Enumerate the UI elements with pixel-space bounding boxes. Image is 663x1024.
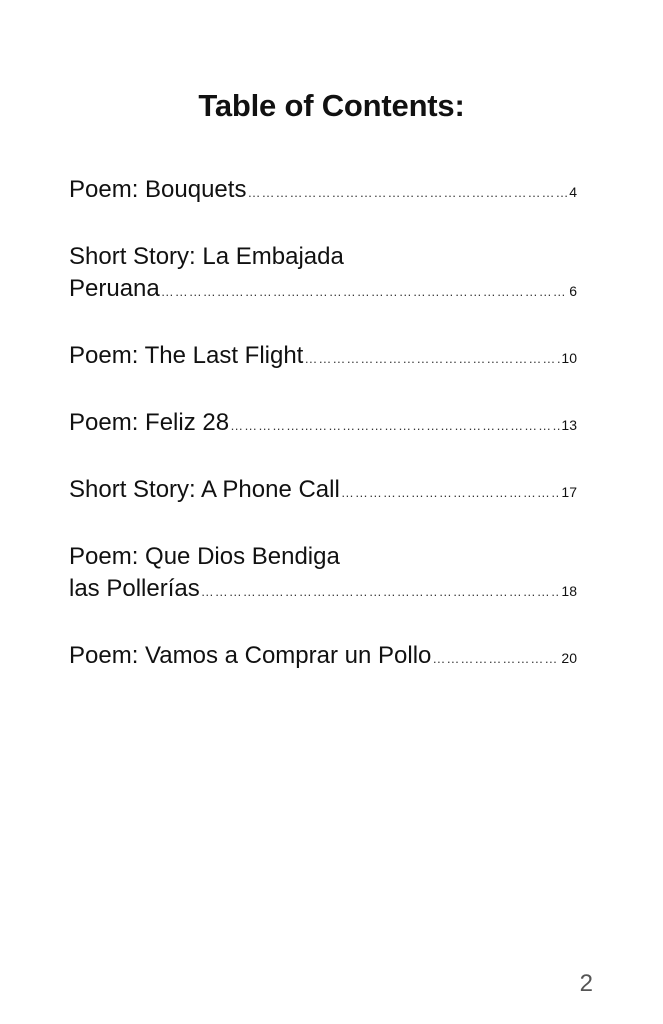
toc-entry-line <box>69 273 577 308</box>
toc-entry-line <box>69 174 577 209</box>
dot-leader <box>247 177 568 209</box>
dot-leader <box>230 410 560 442</box>
toc-entry-title: Poem: Feliz 28 <box>69 409 230 436</box>
toc-entry[interactable] <box>69 474 577 509</box>
toc-entry[interactable] <box>69 541 577 608</box>
toc-entry-line <box>69 541 577 573</box>
toc-entry-page: 10 <box>561 350 577 366</box>
toc-entry-line <box>69 340 577 375</box>
toc-entry-title-continued: las Pollerías <box>69 575 200 602</box>
dot-leader <box>161 276 568 308</box>
toc-entry-page: 17 <box>561 484 577 500</box>
toc-entry-page: 18 <box>561 583 577 599</box>
toc-entry[interactable] <box>69 340 577 375</box>
toc-entry[interactable] <box>69 640 577 675</box>
toc-entry-page: 13 <box>561 417 577 433</box>
toc-entry-line <box>69 474 577 509</box>
toc-entry-title: Short Story: La Embajada <box>69 243 344 270</box>
toc-entry-title: Poem: The Last Flight <box>69 342 304 369</box>
table-of-contents <box>69 174 577 675</box>
toc-entry-line <box>69 407 577 442</box>
dot-leader <box>432 643 560 675</box>
toc-entry-title: Poem: Vamos a Comprar un Pollo <box>69 642 432 669</box>
toc-entry-line <box>69 640 577 675</box>
toc-entry-line <box>69 573 577 608</box>
toc-entry-title: Poem: Bouquets <box>69 176 247 203</box>
page-title: Table of Contents: <box>198 88 465 123</box>
toc-entry-title: Poem: Que Dios Bendiga <box>69 543 340 570</box>
toc-entry-page: 4 <box>569 184 577 200</box>
page-number: 2 <box>579 970 593 997</box>
toc-entry-title: Short Story: A Phone Call <box>69 476 340 503</box>
toc-entry[interactable] <box>69 241 577 308</box>
dot-leader <box>304 343 560 375</box>
toc-entry-title-continued: Peruana <box>69 275 160 302</box>
dot-leader <box>341 477 561 509</box>
toc-entry[interactable] <box>69 407 577 442</box>
toc-entry[interactable] <box>69 174 577 209</box>
toc-entry-line <box>69 241 577 273</box>
toc-entry-page: 6 <box>569 283 577 299</box>
toc-entry-page: 20 <box>561 650 577 666</box>
dot-leader <box>201 576 561 608</box>
